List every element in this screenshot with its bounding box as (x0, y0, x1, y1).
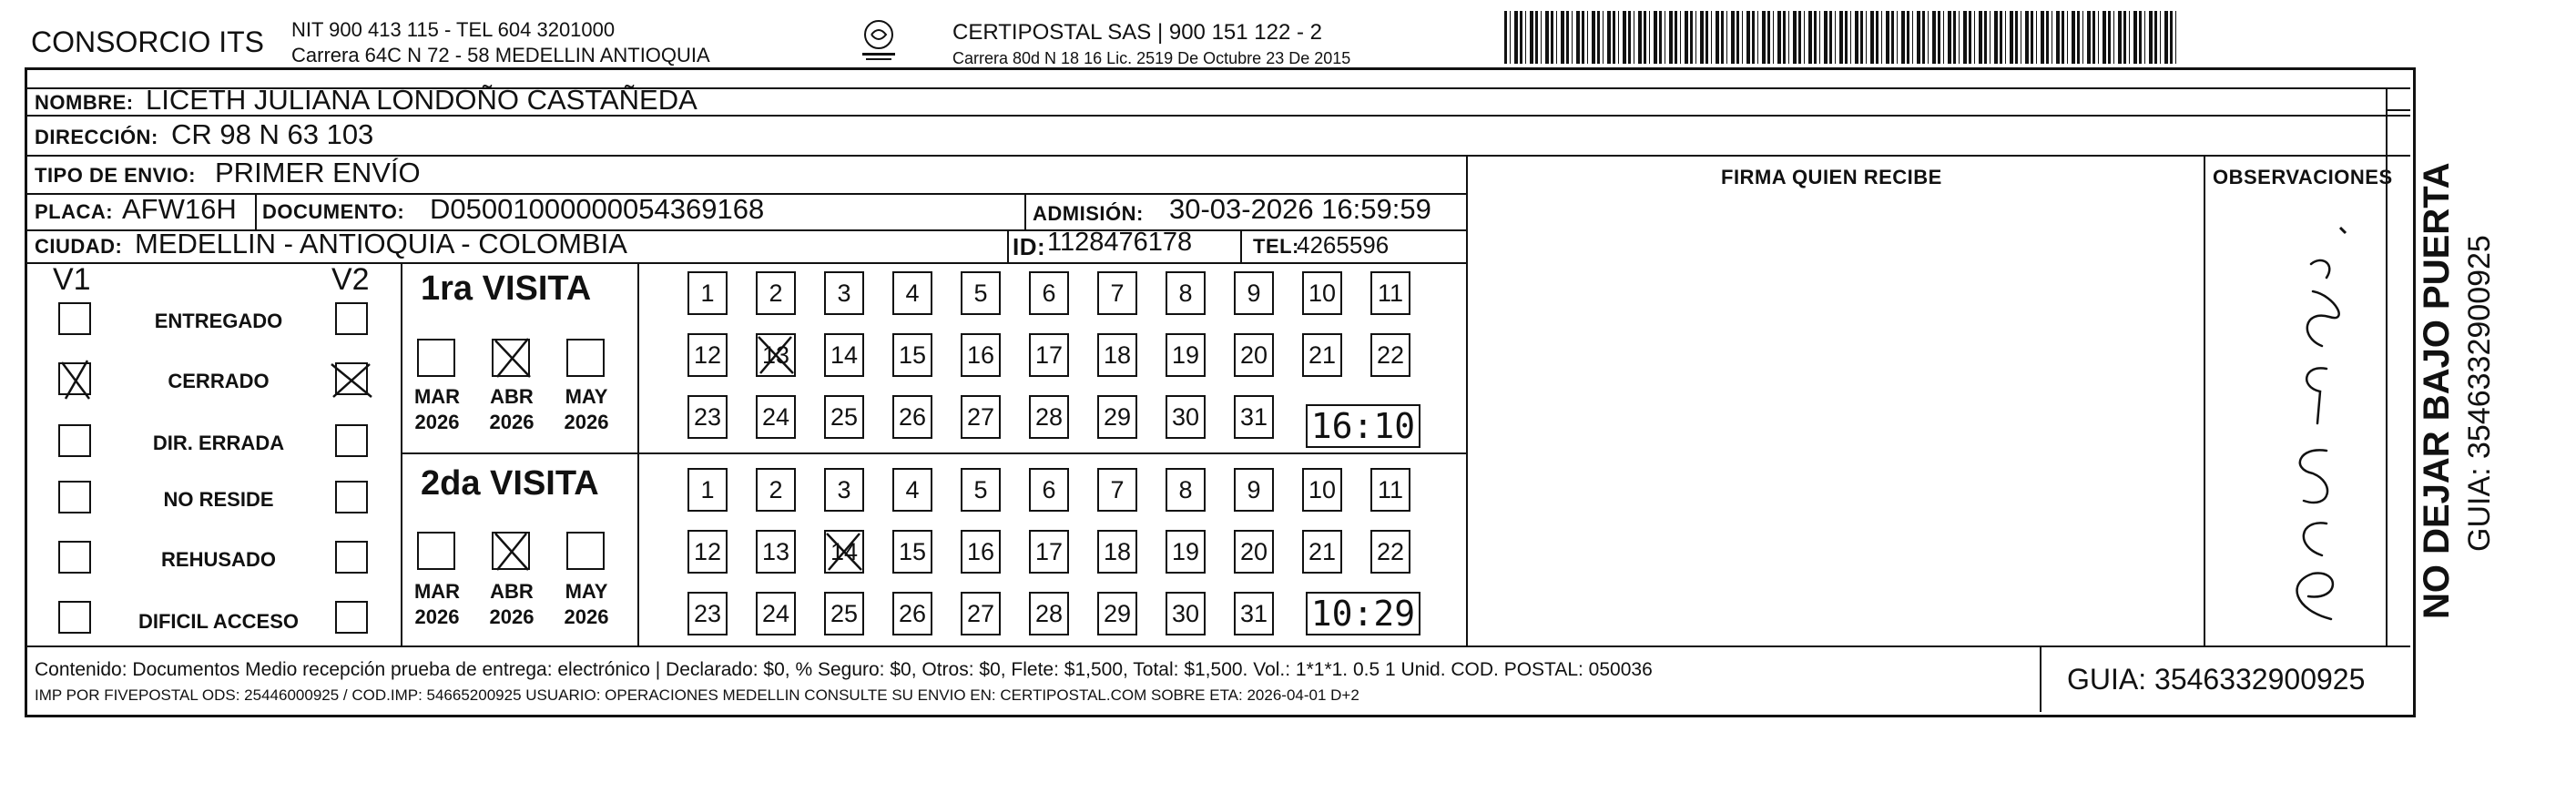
visit1-day-26[interactable]: 26 (892, 395, 932, 439)
barcode (1504, 11, 2178, 64)
visit1-day-31[interactable]: 31 (1234, 395, 1274, 439)
visit1-day-27[interactable]: 27 (961, 395, 1001, 439)
visit2-day-30[interactable]: 30 (1166, 592, 1206, 635)
visit1-day-7[interactable]: 7 (1097, 271, 1137, 315)
signature-header: FIRMA QUIEN RECIBE (1721, 166, 1942, 188)
admission-label: ADMISIÓN: (1033, 202, 1144, 225)
v2-dificil-acceso-checkbox[interactable] (335, 601, 368, 634)
visit1-day-17[interactable]: 17 (1029, 333, 1069, 377)
visit1-day-12[interactable]: 12 (687, 333, 728, 377)
v1-dir-errada-checkbox[interactable] (58, 424, 91, 457)
status-dificil-acceso: DIFICIL ACCESO (137, 610, 299, 633)
tel-label: TEL: (1253, 235, 1299, 258)
visit1-day-1[interactable]: 1 (687, 271, 728, 315)
visit2-day-17[interactable]: 17 (1029, 530, 1069, 574)
v1-no-reside-checkbox[interactable] (58, 481, 91, 513)
visit1-day-5[interactable]: 5 (961, 271, 1001, 315)
v1-entregado-checkbox[interactable] (58, 302, 91, 335)
visit2-day-29[interactable]: 29 (1097, 592, 1137, 635)
status-dir-errada: DIR. ERRADA (152, 432, 285, 454)
visit2-day-10[interactable]: 10 (1302, 468, 1342, 512)
visit1-day-25[interactable]: 25 (824, 395, 864, 439)
visit2-title: 2da VISITA (421, 464, 599, 503)
visit2-month-x-icon (492, 528, 532, 574)
visit1-month-mar: MAR 2026 (413, 385, 461, 433)
visit2-may-checkbox[interactable] (566, 532, 605, 570)
visit1-day-29[interactable]: 29 (1097, 395, 1137, 439)
status-rehusado: REHUSADO (161, 548, 276, 571)
visit2-day-7[interactable]: 7 (1097, 468, 1137, 512)
visit2-day-20[interactable]: 20 (1234, 530, 1274, 574)
visit2-day-5[interactable]: 5 (961, 468, 1001, 512)
v2-rehusado-checkbox[interactable] (335, 541, 368, 574)
visit1-day-21[interactable]: 21 (1302, 333, 1342, 377)
visit1-day-9[interactable]: 9 (1234, 271, 1274, 315)
certipostal-logo-icon (851, 18, 906, 64)
visit1-month-may: MAY 2026 (564, 385, 609, 433)
shipping-type-label: TIPO DE ENVIO: (35, 164, 196, 187)
city-value: MEDELLIN - ANTIOQUIA - COLOMBIA (135, 228, 627, 259)
visit2-day-26[interactable]: 26 (892, 592, 932, 635)
visit2-day-14[interactable]: 14 (824, 530, 864, 574)
visit1-day-14[interactable]: 14 (824, 333, 864, 377)
status-no-reside: NO RESIDE (163, 488, 274, 511)
footer-line1: Contenido: Documentos Medio recepción prueba de entrega: electrónico | Declarado: $0, % Seguro: $0, Otros: $0, Flete: $1,500, Total: $1,500. Vol.: 1*1*1. 0.5 1 Unid. COD. POSTAL: 050036 (35, 659, 1653, 680)
visit2-day-15[interactable]: 15 (892, 530, 932, 574)
document-label: DOCUMENTO: (262, 200, 405, 223)
visit2-day-6[interactable]: 6 (1029, 468, 1069, 512)
status-entregado: ENTREGADO (154, 310, 283, 332)
shipping-type: PRIMER ENVÍO (215, 157, 421, 188)
visit1-day-6[interactable]: 6 (1029, 271, 1069, 315)
visit1-day-30[interactable]: 30 (1166, 395, 1206, 439)
visit2-month-may: MAY 2026 (564, 580, 609, 628)
visit1-mar-checkbox[interactable] (417, 339, 455, 377)
footer-line2: IMP POR FIVEPOSTAL ODS: 25446000925 / COD.IMP: 54665200925 USUARIO: OPERACIONES MEDELLIN CONSULTE SU ENVIO EN: CERTIPOSTAL.COM SOBRE ETA: 2026-04-01 D+2 (35, 686, 1359, 704)
visit2-day-22[interactable]: 22 (1370, 530, 1410, 574)
visit2-day-13[interactable]: 13 (756, 530, 796, 574)
visit2-day-4[interactable]: 4 (892, 468, 932, 512)
tel-value: 4265596 (1297, 231, 1390, 259)
plate-label: PLACA: (35, 200, 114, 223)
visit2-day-28[interactable]: 28 (1029, 592, 1069, 635)
visit2-day-16[interactable]: 16 (961, 530, 1001, 574)
company-address: Carrera 64C N 72 - 58 MEDELLIN ANTIOQUIA (291, 44, 710, 66)
name-label: NOMBRE: (35, 91, 134, 114)
visit1-day-11[interactable]: 11 (1370, 271, 1410, 315)
visit2-day-31[interactable]: 31 (1234, 592, 1274, 635)
visit2-day-2[interactable]: 2 (756, 468, 796, 512)
visit2-mar-checkbox[interactable] (417, 532, 455, 570)
visit2-day-21[interactable]: 21 (1302, 530, 1342, 574)
visit1-may-checkbox[interactable] (566, 339, 605, 377)
visit2-day-18[interactable]: 18 (1097, 530, 1137, 574)
carrier-license: Carrera 80d N 18 16 Lic. 2519 De Octubre 23 De 2015 (952, 49, 1351, 67)
v2-dir-errada-checkbox[interactable] (335, 424, 368, 457)
v2-check-x-icon (328, 361, 375, 401)
admission-value: 30-03-2026 16:59:59 (1169, 193, 1431, 225)
visit1-day-3[interactable]: 3 (824, 271, 864, 315)
observations-header: OBSERVACIONES (2213, 166, 2393, 188)
visit1-day-10[interactable]: 10 (1302, 271, 1342, 315)
visit1-day-28[interactable]: 28 (1029, 395, 1069, 439)
visit1-time: 16:10 (1306, 404, 1420, 448)
visit2-day-9[interactable]: 9 (1234, 468, 1274, 512)
side-guide: GUIA: 3546332900925 (2462, 235, 2497, 552)
city-label: CIUDAD: (35, 235, 123, 258)
visit1-day-15[interactable]: 15 (892, 333, 932, 377)
side-warning: NO DEJAR BAJO PUERTA (2417, 162, 2457, 619)
visit2-day-8[interactable]: 8 (1166, 468, 1206, 512)
status-cerrado: CERRADO (168, 370, 270, 392)
v1-label: V1 (53, 262, 91, 297)
visit1-month-abr: ABR 2026 (489, 385, 535, 433)
visit1-day-23[interactable]: 23 (687, 395, 728, 439)
visit1-day-16[interactable]: 16 (961, 333, 1001, 377)
visit2-day-24[interactable]: 24 (756, 592, 796, 635)
company-nit: NIT 900 413 115 - TEL 604 3201000 (291, 18, 616, 41)
id-value: 1128476178 (1047, 228, 1193, 257)
v2-no-reside-checkbox[interactable] (335, 481, 368, 513)
address-label: DIRECCIÓN: (35, 126, 158, 148)
id-label: ID: (1013, 233, 1046, 260)
visit1-month-x-icon (492, 333, 534, 381)
visit2-day-3[interactable]: 3 (824, 468, 864, 512)
visit2-day-23[interactable]: 23 (687, 592, 728, 635)
visit1-day-4[interactable]: 4 (892, 271, 932, 315)
visit2-day-1[interactable]: 1 (687, 468, 728, 512)
visit1-day-20[interactable]: 20 (1234, 333, 1274, 377)
company-name: CONSORCIO ITS (31, 25, 265, 58)
visit2-day-25[interactable]: 25 (824, 592, 864, 635)
v1-check-x-icon (55, 357, 97, 402)
recipient-address: CR 98 N 63 103 (171, 118, 374, 150)
observation-handwriting (2213, 209, 2386, 637)
document-value: D05001000000054369168 (430, 193, 765, 225)
visit2-time: 10:29 (1306, 592, 1420, 635)
footer-guide: GUIA: 3546332900925 (2067, 663, 2366, 696)
visit1-day-19[interactable]: 19 (1166, 333, 1206, 377)
visit2-day-19[interactable]: 19 (1166, 530, 1206, 574)
v2-label: V2 (331, 262, 370, 297)
carrier-name: CERTIPOSTAL SAS | 900 151 122 - 2 (952, 20, 1322, 45)
visit1-day-13[interactable]: 13 (756, 333, 796, 377)
v2-entregado-checkbox[interactable] (335, 302, 368, 335)
plate-value: AFW16H (122, 193, 237, 225)
v1-rehusado-checkbox[interactable] (58, 541, 91, 574)
visit1-day-24[interactable]: 24 (756, 395, 796, 439)
visit1-day-18[interactable]: 18 (1097, 333, 1137, 377)
recipient-name: LICETH JULIANA LONDOÑO CASTAÑEDA (146, 84, 697, 116)
visit1-day-2[interactable]: 2 (756, 271, 796, 315)
visit2-month-abr: ABR 2026 (489, 580, 535, 628)
visit2-day-27[interactable]: 27 (961, 592, 1001, 635)
v1-dificil-acceso-checkbox[interactable] (58, 601, 91, 634)
visit1-day-x-icon (753, 331, 799, 379)
visit1-day-8[interactable]: 8 (1166, 271, 1206, 315)
visit1-title: 1ra VISITA (421, 269, 592, 308)
visit2-day-12[interactable]: 12 (687, 530, 728, 574)
visit2-day-x-icon (821, 528, 867, 575)
visit2-month-mar: MAR 2026 (413, 580, 461, 628)
visit2-day-11[interactable]: 11 (1370, 468, 1410, 512)
visit1-day-22[interactable]: 22 (1370, 333, 1410, 377)
